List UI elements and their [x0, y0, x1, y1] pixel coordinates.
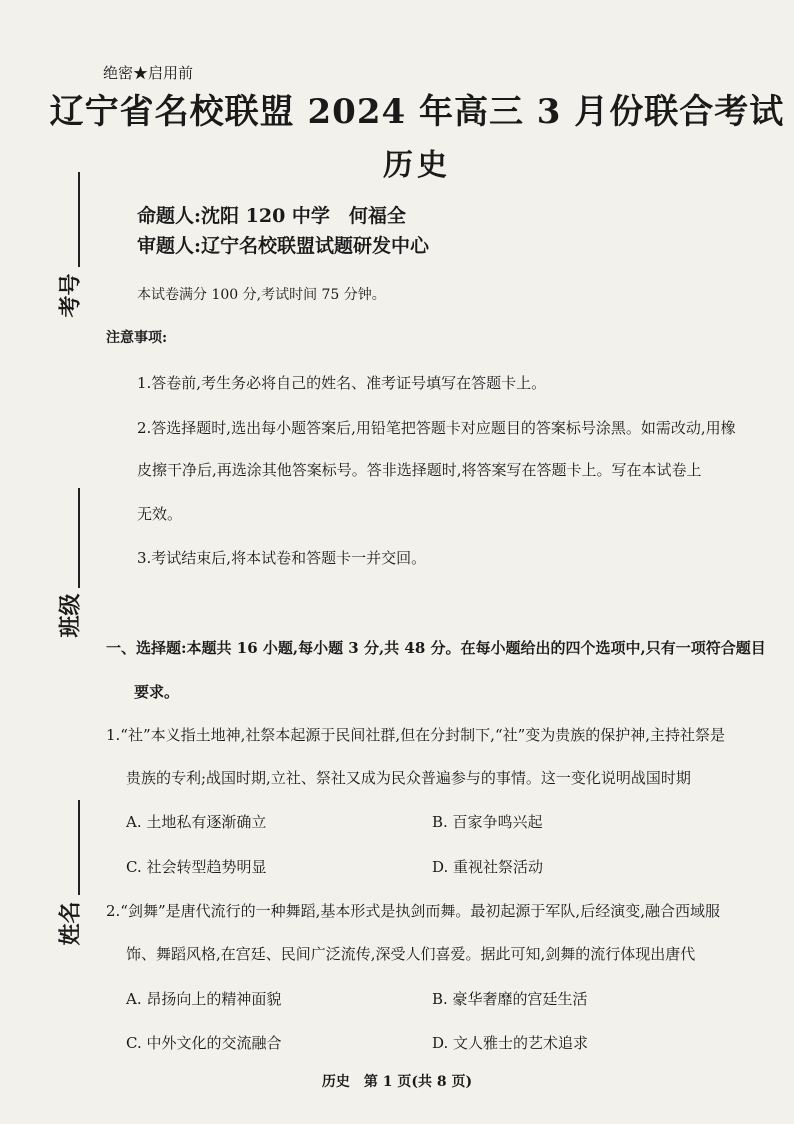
- notice-item: 无效。: [137, 505, 183, 523]
- question-1-stem: 1.“社”本义指土地神,社祭本起源于民间社群,但在分封制下,“社”变为贵族的保护神,主持社祭是: [106, 726, 726, 744]
- confidential-mark: 绝密★启用前: [103, 64, 194, 82]
- question-2-option-c: C. 中外文化的交流融合: [126, 1034, 282, 1052]
- page-footer: 历史 第 1 页(共 8 页): [321, 1074, 473, 1090]
- question-1-stem-cont: 贵族的专利;战国时期,立社、祭社又成为民众普遍参与的事情。这一变化说明战国时期: [126, 769, 691, 787]
- question-1-option-c: C. 社会转型趋势明显: [126, 858, 267, 876]
- name-label: 姓名: [57, 901, 84, 946]
- notice-item: 2.答选择题时,选出每小题答案后,用铅笔把答题卡对应题目的答案标号涂黑。如需改动,用橡: [137, 419, 736, 437]
- notice-item: 1.答卷前,考生务必将自己的姓名、准考证号填写在答题卡上。: [137, 374, 547, 392]
- question-2-stem-cont: 饰、舞蹈风格,在宫廷、民间广泛流传,深受人们喜爱。据此可知,剑舞的流行体现出唐代: [126, 945, 696, 963]
- question-1-option-d: D. 重视社祭活动: [432, 858, 544, 876]
- class-line: [78, 488, 80, 588]
- question-1-option-a: A. 土地私有逐渐确立: [126, 813, 267, 831]
- notice-item: 皮擦干净后,再选涂其他答案标号。答非选择题时,将答案写在答题卡上。写在本试卷上: [137, 461, 702, 479]
- question-1-option-b: B. 百家争鸣兴起: [432, 813, 543, 831]
- question-setter: 命题人:沈阳 120 中学 何福全: [137, 205, 406, 227]
- section-heading: 一、选择题:本题共 16 小题,每小题 3 分,共 48 分。在每小题给出的四个选项中,只有一项符合题目: [106, 639, 766, 657]
- class-label: 班级: [57, 593, 84, 638]
- notice-heading: 注意事项:: [106, 330, 168, 346]
- question-reviewer: 审题人:辽宁名校联盟试题研发中心: [137, 235, 430, 257]
- question-2-option-a: A. 昂扬向上的精神面貌: [126, 990, 282, 1008]
- notice-item: 3.考试结束后,将本试卷和答题卡一并交回。: [137, 549, 427, 567]
- exam-no-label: 考号: [57, 273, 84, 318]
- subject-title: 历史: [383, 148, 451, 183]
- name-line: [78, 800, 80, 895]
- question-2-option-b: B. 豪华奢靡的宫廷生活: [432, 990, 588, 1008]
- exam-no-line: [78, 172, 80, 267]
- question-2-stem: 2.“剑舞”是唐代流行的一种舞蹈,基本形式是执剑而舞。最初起源于军队,后经演变,融合西域服: [106, 902, 720, 920]
- exam-intro: 本试卷满分 100 分,考试时间 75 分钟。: [137, 287, 386, 303]
- question-2-option-d: D. 文人雅士的艺术追求: [432, 1034, 589, 1052]
- section-heading-cont: 要求。: [134, 683, 180, 701]
- exam-title: 辽宁省名校联盟 2024 年高三 3 月份联合考试: [49, 92, 785, 132]
